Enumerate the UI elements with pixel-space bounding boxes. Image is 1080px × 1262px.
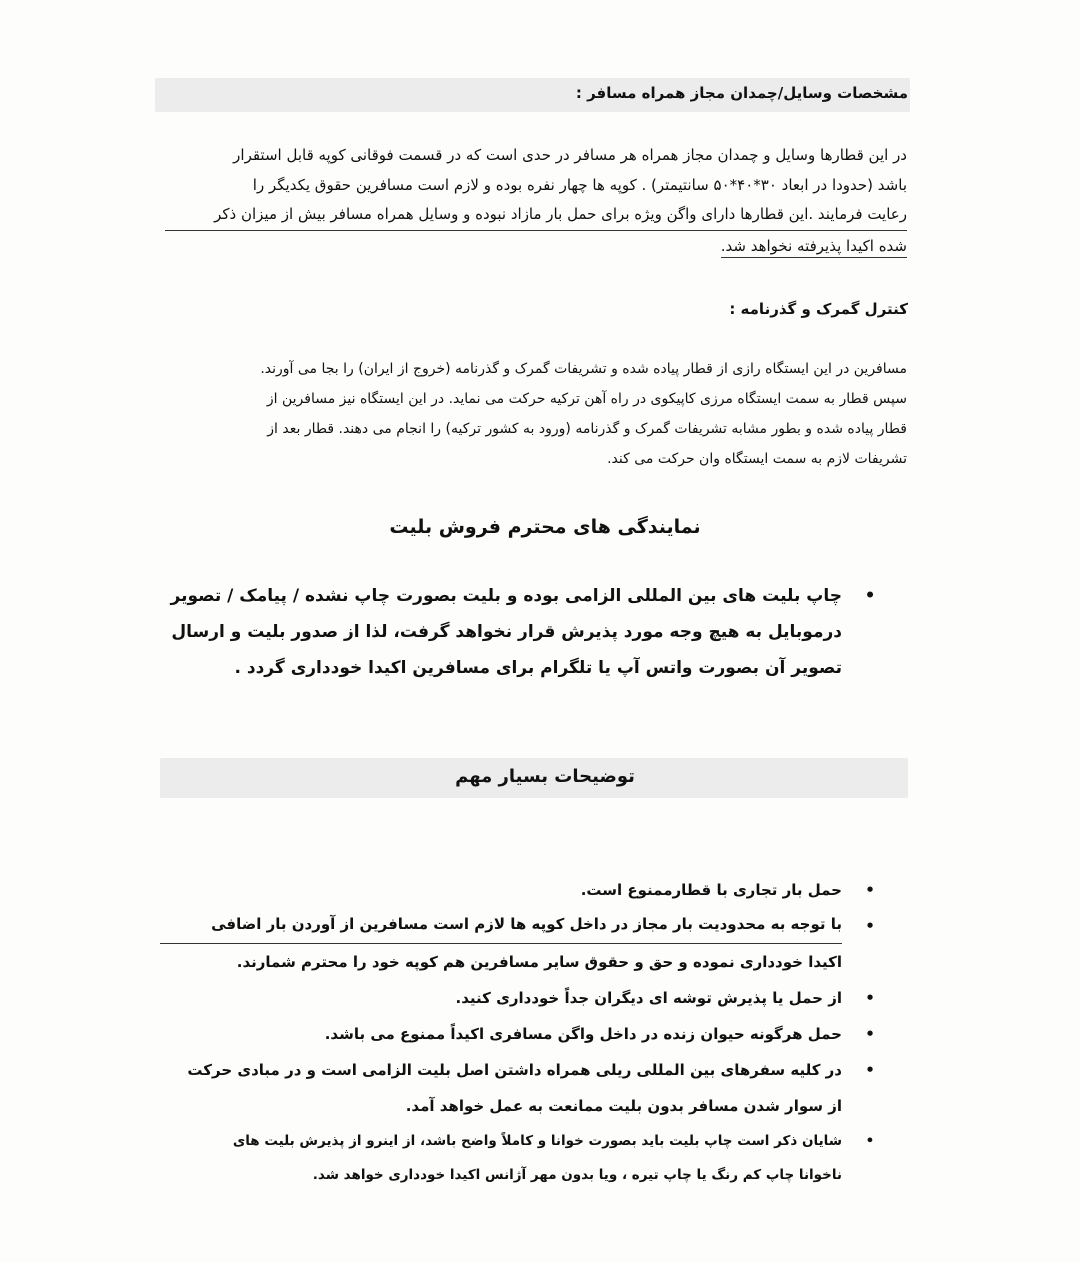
paragraph-line: در این قطارها وسایل و چمدان مجاز همراه هر مسافر در حدی است که در قسمت فوقانی کوپه قابل استقرار — [233, 146, 907, 164]
bullet-icon: • — [864, 586, 876, 606]
list-item: • چاپ بلیت های بین المللی الزامی بوده و بلیت بصورت چاپ نشده / پیامک / تصویر درموبایل به هیچ وجه مورد پذیرش قرار نخواهد گرفت، لذا از صدور بلیت و ارسال تصویر آن بصورت واتس آپ یا تلگرام برای مسافرین اکیدا خودداری گردد . — [190, 578, 880, 686]
list-item: • شایان ذکر است چاپ بلیت باید بصورت خوانا و کاملاً واضح باشد، از اینرو از پذیرش بلیت های ناخوانا چاپ کم رنگ یا چاپ تیره ، ویا بدون مهر آژانس اکیدا خودداری خواهد شد. — [160, 1124, 880, 1192]
list-item: • از حمل یا پذیرش توشه ای دیگران جداً خودداری کنید. — [160, 980, 880, 1016]
paragraph-line: قطار پیاده شده و بطور مشابه تشریفات گمرک و گذرنامه (ورود به کشور ترکیه) را انجام می دهند. قطار بعد از — [267, 421, 907, 437]
agencies-list — [170, 578, 880, 686]
customs-title: کنترل گمرک و گذرنامه : — [729, 300, 908, 318]
bullet-icon: • — [865, 1133, 875, 1149]
bullet-icon: • — [865, 917, 875, 935]
agencies-title: نمایندگی های محترم فروش بلیت — [389, 516, 701, 538]
luggage-paragraph — [165, 140, 907, 261]
bullet-icon: • — [865, 1025, 875, 1043]
paragraph-line-last: شده اکیدا پذیرفته نخواهد شد. — [165, 231, 907, 261]
customs-paragraph — [155, 354, 907, 474]
bullet-icon: • — [865, 881, 875, 899]
paragraph-line: مسافرین در این ایستگاه رازی از قطار پیاده شده و تشریفات گمرک و گذرنامه (خروج از ایران) را بجا می آورند. — [260, 361, 907, 377]
list-item: • با توجه به محدودیت بار مجاز در داخل کوپه ها لازم است مسافرین از آوردن بار اضافی اکیدا خودداری نموده و حق و حقوق سایر مسافرین هم کوپه خود را محترم شمارند. — [160, 908, 880, 980]
notes-list — [160, 872, 880, 1192]
paragraph-line: باشد (حدودا در ابعاد ۳۰*۴۰*۵۰ سانتیمتر) . کوپه ها چهار نفره بوده و لازم است مسافرین حقوق یکدیگر را — [252, 176, 907, 194]
list-item: • حمل هرگونه حیوان زنده در داخل واگن مسافری اکیداً ممنوع می باشد. — [160, 1016, 880, 1052]
paragraph-line: سپس قطار به سمت ایستگاه مرزی کاپیکوی در راه آهن ترکیه حرکت می نماید. در این ایستگاه نیز مسافرین از — [266, 391, 907, 407]
notes-title: توضیحات بسیار مهم — [455, 766, 635, 787]
luggage-title: مشخصات وسایل/چمدان مجاز همراه مسافر : — [575, 84, 908, 102]
bullet-icon: • — [865, 1061, 875, 1079]
paragraph-line-last: تشریفات لازم به سمت ایستگاه وان حرکت می کند. — [607, 451, 907, 467]
list-item: • در کلیه سفرهای بین المللی ریلی همراه داشتن اصل بلیت الزامی است و در مبادی حرکت از سوار شدن مسافر بدون بلیت ممانعت به عمل خواهد آمد. — [160, 1052, 880, 1124]
bullet-icon: • — [865, 989, 875, 1007]
list-item: • حمل بار تجاری با قطارممنوع است. — [160, 872, 880, 908]
paragraph-line: رعایت فرمایند .این قطارها دارای واگن ویژه برای حمل بار مازاد نبوده و وسایل همراه مسافر بیش از میزان ذکر — [165, 200, 907, 231]
